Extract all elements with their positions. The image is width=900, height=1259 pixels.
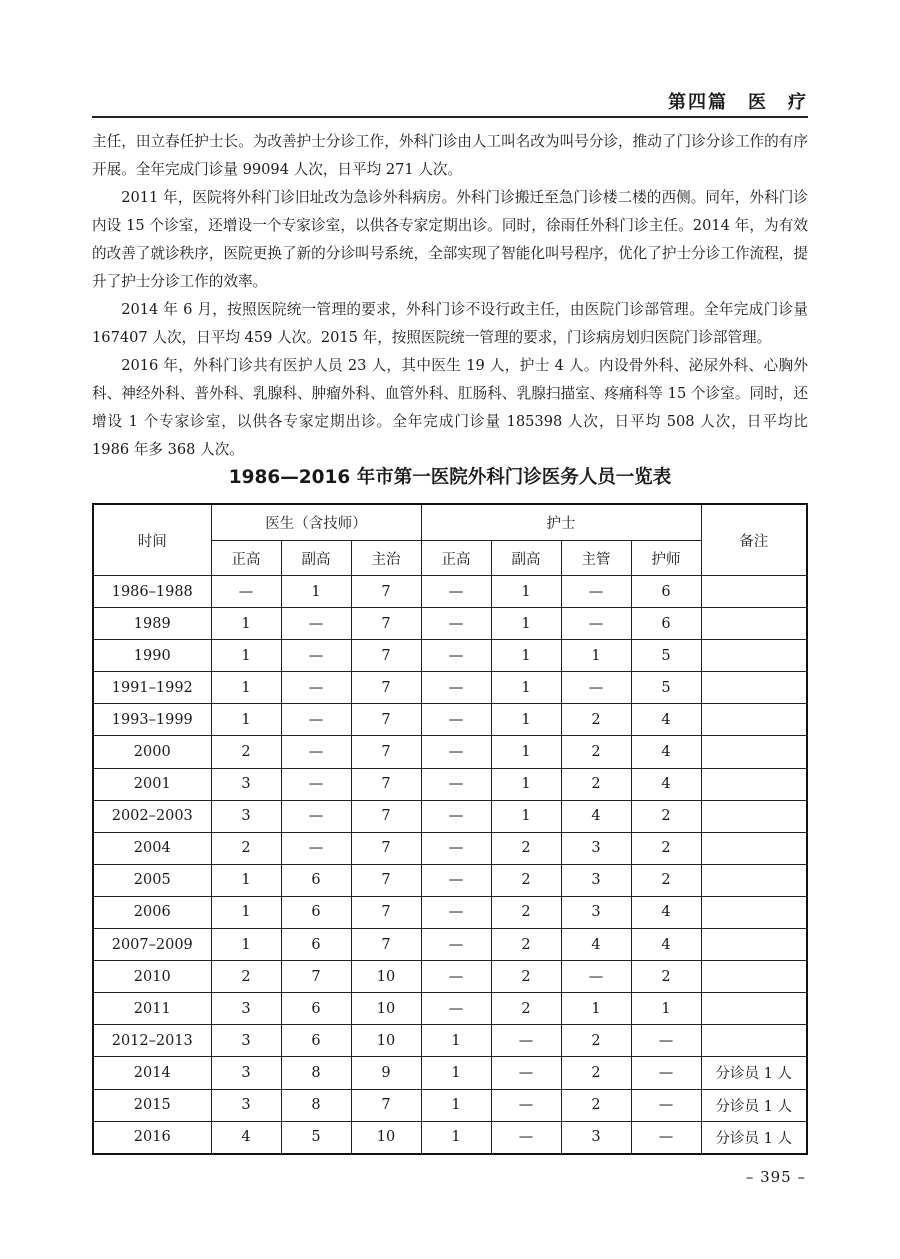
table-cell: 1 <box>561 993 631 1025</box>
table-cell: 2 <box>561 1057 631 1089</box>
table-row <box>93 800 807 832</box>
table-cell-time: 2011 <box>93 993 211 1025</box>
table-cell: 10 <box>351 1025 421 1057</box>
table-cell-note <box>701 608 807 640</box>
table-cell: — <box>561 576 631 608</box>
table-cell: 1 <box>211 864 281 896</box>
table-cell-time: 2012–2013 <box>93 1025 211 1057</box>
table-row <box>93 993 807 1025</box>
table-cell-note <box>701 768 807 800</box>
table-cell: — <box>421 896 491 928</box>
table-row <box>93 896 807 928</box>
table-cell: 8 <box>281 1057 351 1089</box>
table-cell: 7 <box>351 1089 421 1121</box>
table-cell: 7 <box>351 736 421 768</box>
table-cell-note <box>701 736 807 768</box>
table-cell: 2 <box>631 800 701 832</box>
table-cell: 7 <box>351 608 421 640</box>
table-cell: 6 <box>281 929 351 961</box>
table-row <box>93 1025 807 1057</box>
table-cell: — <box>421 993 491 1025</box>
table-cell-time: 2000 <box>93 736 211 768</box>
table-cell: 2 <box>631 832 701 864</box>
table-cell: 4 <box>631 896 701 928</box>
table-cell: 7 <box>351 896 421 928</box>
table-cell-time: 2004 <box>93 832 211 864</box>
table-cell: — <box>561 961 631 993</box>
header-nurse-associate: 副高 <box>491 541 561 576</box>
table-cell: 2 <box>631 961 701 993</box>
table-cell: 1 <box>421 1025 491 1057</box>
table-cell: 1 <box>211 640 281 672</box>
body-text <box>92 128 808 464</box>
table-cell: — <box>421 929 491 961</box>
table-cell: 1 <box>631 993 701 1025</box>
table-cell: 10 <box>351 1121 421 1154</box>
table-cell: 7 <box>351 704 421 736</box>
table-cell: 7 <box>351 768 421 800</box>
table-cell: — <box>561 672 631 704</box>
table-cell: 3 <box>561 896 631 928</box>
table-cell: 2 <box>211 832 281 864</box>
table-cell-time: 1989 <box>93 608 211 640</box>
table-cell: 1 <box>421 1121 491 1154</box>
table-cell-note <box>701 929 807 961</box>
table-cell: 3 <box>211 768 281 800</box>
table-cell: 6 <box>281 993 351 1025</box>
table-cell: — <box>491 1057 561 1089</box>
table-row <box>93 961 807 993</box>
table-cell: — <box>561 608 631 640</box>
table-cell-note <box>701 576 807 608</box>
table-cell: — <box>281 608 351 640</box>
table-cell-time: 2016 <box>93 1121 211 1154</box>
table-cell: — <box>281 800 351 832</box>
table-cell-note <box>701 864 807 896</box>
table-cell: 7 <box>351 929 421 961</box>
header-rule <box>92 116 808 118</box>
table-cell: 6 <box>631 576 701 608</box>
table-cell: — <box>281 768 351 800</box>
table-row <box>93 640 807 672</box>
table-cell: — <box>421 800 491 832</box>
table-row <box>93 736 807 768</box>
table-cell: 1 <box>211 896 281 928</box>
table-cell: 1 <box>491 768 561 800</box>
table-cell: 6 <box>281 896 351 928</box>
table-cell: — <box>421 704 491 736</box>
table-cell-time: 2002–2003 <box>93 800 211 832</box>
header-doctor-senior: 正高 <box>211 541 281 576</box>
table-cell-note: 分诊员 1 人 <box>701 1057 807 1089</box>
table-cell: 1 <box>491 704 561 736</box>
table-cell: — <box>421 672 491 704</box>
header-doctor-associate: 副高 <box>281 541 351 576</box>
table-cell-time: 2006 <box>93 896 211 928</box>
table-cell-time: 1993–1999 <box>93 704 211 736</box>
table-cell: — <box>421 768 491 800</box>
table-cell: 1 <box>491 608 561 640</box>
table-cell-time: 2010 <box>93 961 211 993</box>
paragraph-4: 2016 年，外科门诊共有医护人员 23 人，其中医生 19 人，护士 4 人。内设骨外科、泌尿外科、心胸外科、神经外科、普外科、乳腺科、肿瘤外科、血管外科、肛肠科、乳腺扫描室、疼痛科等 15 个诊室。同时，还增设 1 个专家诊室，以供各专家定期出诊。全年完成门诊量 185398 人次，日平均 508 人次，日平均比 1986 年多 368 人次。 <box>92 357 808 458</box>
table-cell: 1 <box>491 800 561 832</box>
table-row <box>93 864 807 896</box>
staff-table <box>92 503 808 1155</box>
table-cell: 1 <box>491 640 561 672</box>
table-row <box>93 672 807 704</box>
table-cell: 3 <box>561 1121 631 1154</box>
table-row <box>93 576 807 608</box>
table-cell: 10 <box>351 961 421 993</box>
table-cell-time: 1990 <box>93 640 211 672</box>
table-cell: 10 <box>351 993 421 1025</box>
table-cell-note <box>701 672 807 704</box>
table-cell: 4 <box>631 736 701 768</box>
header-time: 时间 <box>93 504 211 576</box>
table-cell: 8 <box>281 1089 351 1121</box>
table-cell: 4 <box>631 704 701 736</box>
table-row <box>93 929 807 961</box>
table-cell: 4 <box>561 800 631 832</box>
table-cell: 3 <box>561 832 631 864</box>
table-cell: — <box>631 1121 701 1154</box>
table-title: 1986—2016 年市第一医院外科门诊医务人员一览表 <box>228 467 672 488</box>
table-cell-time: 2014 <box>93 1057 211 1089</box>
table-cell-note <box>701 832 807 864</box>
table-cell: 1 <box>211 672 281 704</box>
header-nurse-charge: 主管 <box>561 541 631 576</box>
table-cell: 2 <box>631 864 701 896</box>
table-cell-time: 1986–1988 <box>93 576 211 608</box>
table-cell-note <box>701 896 807 928</box>
table-row <box>93 832 807 864</box>
table-cell: 7 <box>351 640 421 672</box>
table-cell: — <box>631 1057 701 1089</box>
table-cell: — <box>281 640 351 672</box>
table-cell: 1 <box>421 1057 491 1089</box>
table-body <box>93 576 807 1154</box>
table-cell: — <box>631 1089 701 1121</box>
header-nurse-practitioner: 护师 <box>631 541 701 576</box>
table-cell: 5 <box>281 1121 351 1154</box>
table-cell-time: 2007–2009 <box>93 929 211 961</box>
table-cell: — <box>421 961 491 993</box>
section-header: 第四篇 医 疗 <box>668 92 808 113</box>
table-cell: 2 <box>561 768 631 800</box>
table-cell: 3 <box>211 1089 281 1121</box>
table-cell: 6 <box>281 864 351 896</box>
table-cell: 6 <box>281 1025 351 1057</box>
table-cell: 2 <box>561 1089 631 1121</box>
table-cell: 2 <box>561 704 631 736</box>
table-cell-note <box>701 1025 807 1057</box>
table-cell: — <box>281 672 351 704</box>
table-cell: 4 <box>631 768 701 800</box>
table-cell: — <box>631 1025 701 1057</box>
table-cell: 7 <box>351 800 421 832</box>
table-cell: 2 <box>491 832 561 864</box>
table-cell: 2 <box>561 1025 631 1057</box>
paragraph-3: 2014 年 6 月，按照医院统一管理的要求，外科门诊不设行政主任，由医院门诊部管理。全年完成门诊量 167407 人次，日平均 459 人次。2015 年，按照医院统一管理的要求，门诊病房划归医院门诊部管理。 <box>92 301 808 346</box>
table-cell-note <box>701 640 807 672</box>
table-cell: — <box>421 576 491 608</box>
paragraph-2: 2011 年，医院将外科门诊旧址改为急诊外科病房。外科门诊搬迁至急门诊楼二楼的西侧。同年，外科门诊内设 15 个诊室，还增设一个专家诊室，以供各专家定期出诊。同时，徐雨任外科门诊主任。2014 年，为有效的改善了就诊秩序，医院更换了新的分诊叫号系统，全部实现了智能化叫号程序，优化了护士分诊工作流程，提升了护士分诊工作的效率。 <box>92 189 808 290</box>
table-cell: 2 <box>211 736 281 768</box>
header-doctor-attending: 主治 <box>351 541 421 576</box>
table-cell: — <box>281 832 351 864</box>
table-row <box>93 608 807 640</box>
table-cell: — <box>421 640 491 672</box>
table-cell-time: 2001 <box>93 768 211 800</box>
table-cell-note <box>701 961 807 993</box>
table-cell: 1 <box>211 929 281 961</box>
table-cell: 1 <box>421 1089 491 1121</box>
table-cell: 1 <box>281 576 351 608</box>
table-cell: 1 <box>211 608 281 640</box>
table-cell-note <box>701 800 807 832</box>
header-doctor: 医生（含技师） <box>211 504 421 541</box>
table-cell: — <box>491 1089 561 1121</box>
table-row <box>93 1057 807 1089</box>
table-cell: 7 <box>351 864 421 896</box>
table-cell: — <box>421 736 491 768</box>
table-cell: 1 <box>491 672 561 704</box>
table-cell: 1 <box>211 704 281 736</box>
table-row <box>93 704 807 736</box>
table-cell: — <box>421 608 491 640</box>
header-nurse: 护士 <box>421 504 701 541</box>
table-cell: 2 <box>561 736 631 768</box>
table-cell-time: 1991–1992 <box>93 672 211 704</box>
table-cell: 1 <box>561 640 631 672</box>
table-cell: — <box>491 1121 561 1154</box>
page-number: – 395 – <box>745 1168 806 1186</box>
table-cell: 9 <box>351 1057 421 1089</box>
table-cell: 2 <box>491 993 561 1025</box>
table-cell: — <box>421 864 491 896</box>
header-nurse-senior: 正高 <box>421 541 491 576</box>
table-cell: — <box>491 1025 561 1057</box>
table-cell: 7 <box>351 576 421 608</box>
table-cell: 3 <box>211 800 281 832</box>
table-cell: 4 <box>211 1121 281 1154</box>
table-cell-note <box>701 704 807 736</box>
table-cell: 5 <box>631 672 701 704</box>
table-cell: — <box>281 704 351 736</box>
table-cell: 4 <box>561 929 631 961</box>
table-cell: 3 <box>211 1025 281 1057</box>
table-cell: 3 <box>211 1057 281 1089</box>
table-cell: — <box>421 832 491 864</box>
table-cell: 1 <box>491 576 561 608</box>
table-cell-note: 分诊员 1 人 <box>701 1089 807 1121</box>
table-cell: 5 <box>631 640 701 672</box>
table-cell-time: 2005 <box>93 864 211 896</box>
table-cell-time: 2015 <box>93 1089 211 1121</box>
table-cell: 2 <box>491 961 561 993</box>
header-note: 备注 <box>701 504 807 576</box>
table-cell: — <box>281 736 351 768</box>
table-cell: — <box>211 576 281 608</box>
table-cell: 7 <box>281 961 351 993</box>
table-cell: 2 <box>491 864 561 896</box>
table-cell-note: 分诊员 1 人 <box>701 1121 807 1154</box>
table-cell: 3 <box>561 864 631 896</box>
table-cell: 2 <box>491 896 561 928</box>
table-cell: 4 <box>631 929 701 961</box>
table-cell: 7 <box>351 672 421 704</box>
table-row <box>93 768 807 800</box>
paragraph-1: 主任，田立春任护士长。为改善护士分诊工作，外科门诊由人工叫名改为叫号分诊，推动了门诊分诊工作的有序开展。全年完成门诊量 99094 人次，日平均 271 人次。 <box>92 133 808 178</box>
table-cell: 1 <box>491 736 561 768</box>
table-cell: 2 <box>491 929 561 961</box>
table-row <box>93 1089 807 1121</box>
table-cell: 2 <box>211 961 281 993</box>
table-cell: 6 <box>631 608 701 640</box>
table-cell: 3 <box>211 993 281 1025</box>
table-row <box>93 1121 807 1154</box>
table-cell: 7 <box>351 832 421 864</box>
table-cell-note <box>701 993 807 1025</box>
